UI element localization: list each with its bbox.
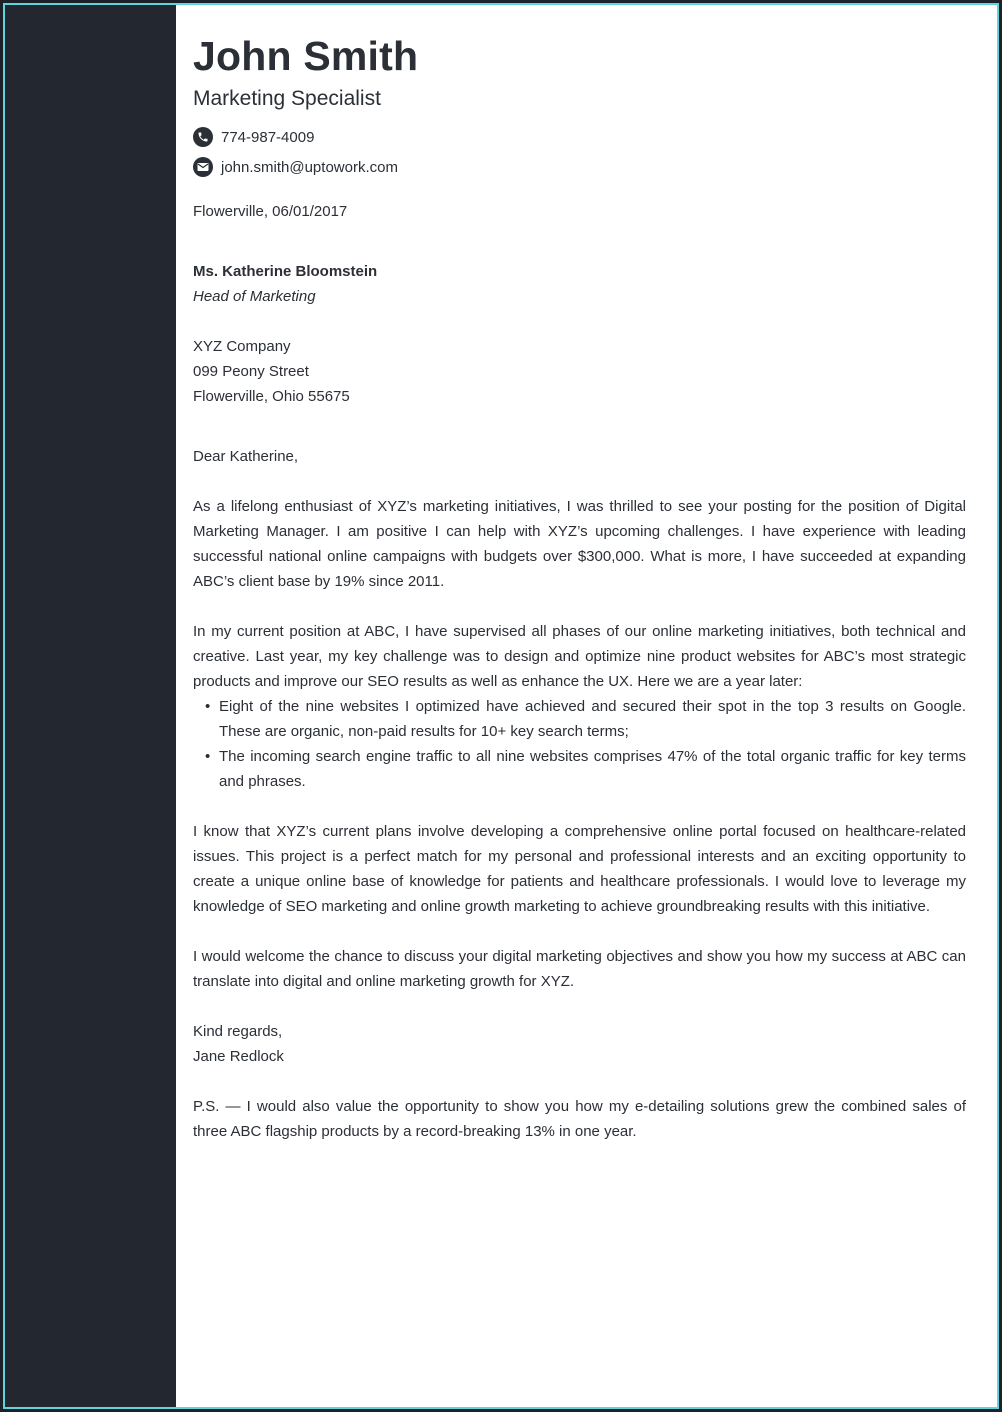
letter-page bbox=[176, 5, 997, 1407]
list-item-text: Eight of the nine websites I optimized have achieved and secured their spot in the top 3 results on Google. These are organic, non-paid results for 10+ key search terms; bbox=[219, 698, 966, 740]
recipient-address bbox=[193, 334, 966, 409]
paragraph-intro: As a lifelong enthusiast of XYZ’s marketing initiatives, I was thrilled to see your posting for the position of Digital Marketing Manager. I am positive I can help with XYZ’s upcoming challenges. I have experience with leading successful national online campaigns with budgets over $300,000. What is more, I have succeeded at expanding ABC’s client base by 19% since 2011. bbox=[193, 498, 966, 590]
recipient-company: XYZ Company bbox=[193, 338, 291, 355]
place-date: Flowerville, 06/01/2017 bbox=[193, 203, 348, 220]
email-row bbox=[193, 157, 966, 177]
document-frame bbox=[3, 3, 999, 1409]
closing-phrase: Kind regards, bbox=[193, 1023, 283, 1040]
paragraph-closing-pitch: I would welcome the chance to discuss your digital marketing objectives and show you how my success at ABC can translate into digital and online marketing growth for XYZ. bbox=[193, 948, 966, 990]
bullet-icon: • bbox=[205, 698, 211, 715]
recipient-name: Ms. Katherine Bloomstein bbox=[193, 263, 378, 280]
paragraph-plans: I know that XYZ’s current plans involve developing a comprehensive online portal focused on healthcare-related issues. This project is a perfect match for my personal and professional interests and an exciting opportunity to create a unique online base of knowledge for patients and healthcare professionals. I would love to leverage my knowledge of SEO marketing and online growth marketing to achieve groundbreaking results with this initiative. bbox=[193, 823, 966, 915]
signature-name: Jane Redlock bbox=[193, 1048, 284, 1065]
achievement-list bbox=[193, 694, 966, 794]
recipient-role: Head of Marketing bbox=[193, 288, 316, 305]
bullet-icon: • bbox=[205, 748, 211, 765]
applicant-title: Marketing Specialist bbox=[193, 87, 381, 110]
list-item bbox=[193, 694, 966, 744]
list-item-text: The incoming search engine traffic to all nine websites comprises 47% of the total organic traffic for key terms and phrases. bbox=[219, 748, 966, 790]
postscript: P.S. — I would also value the opportunity to show you how my e-detailing solutions grew the combined sales of three ABC flagship products by a record-breaking 13% in one year. bbox=[193, 1098, 966, 1140]
email-address[interactable]: john.smith@uptowork.com bbox=[221, 158, 398, 176]
phone-row bbox=[193, 127, 966, 147]
phone-number: 774-987-4009 bbox=[221, 128, 315, 146]
paragraph-current-position: In my current position at ABC, I have supervised all phases of our online marketing initiatives, both technical and creative. Last year, my key challenge was to design and optimize nine product websites for ABC’s most strategic products and improve our SEO results as well as enhance the UX. Here we are a year later: bbox=[193, 623, 966, 690]
sign-off bbox=[193, 1019, 966, 1069]
applicant-name: John Smith bbox=[193, 33, 419, 79]
recipient-city: Flowerville, Ohio 55675 bbox=[193, 388, 350, 405]
list-item bbox=[193, 744, 966, 794]
envelope-icon bbox=[193, 157, 213, 177]
salutation: Dear Katherine, bbox=[193, 448, 299, 465]
phone-icon bbox=[193, 127, 213, 147]
recipient-street: 099 Peony Street bbox=[193, 363, 309, 380]
sidebar-panel bbox=[5, 5, 176, 1407]
